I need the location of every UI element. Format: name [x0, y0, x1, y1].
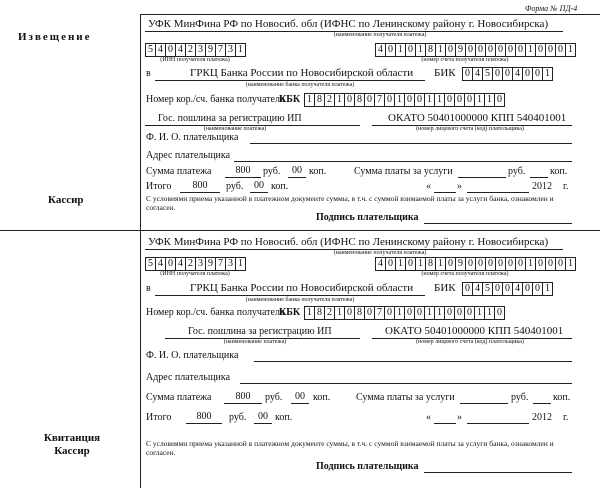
okato-caption: (номер лицевого счета (код) плательщика) [416, 339, 524, 345]
service-kop-label: коп. [553, 392, 571, 403]
payer-address-label: Адрес плательщика [146, 150, 231, 161]
date-day-field[interactable] [434, 423, 456, 424]
kbk-digit: 0 [344, 94, 354, 106]
kbk-digit: 1 [484, 307, 494, 319]
bik-boxes [462, 282, 553, 296]
kbk-digit: 1 [307, 94, 312, 105]
date-quote-open: « [426, 181, 431, 192]
account-digit: 1 [415, 258, 425, 270]
account-digit: 1 [525, 44, 535, 56]
account-digit: 0 [475, 44, 485, 56]
kbk-digit: 1 [334, 94, 344, 106]
bik-label: БИК [434, 67, 456, 79]
total-kop-line [254, 423, 272, 424]
total-kop-label: коп. [275, 412, 293, 423]
total-kop: 00 [254, 180, 264, 191]
bik-boxes [462, 67, 553, 81]
inn-digit: 1 [235, 44, 245, 56]
inn-boxes [145, 257, 246, 271]
bik-label: БИК [434, 282, 456, 294]
agreement-text: С условиями приема указанной в платежном документе суммы, в т.ч. с суммой взимаемой платы за услуги банка, ознакомлен и согласен. [146, 439, 554, 457]
service-kop-field[interactable] [533, 403, 551, 404]
payer-address-label: Адрес плательщика [146, 372, 231, 383]
bik-digit: 0 [502, 68, 512, 80]
account-boxes [375, 257, 576, 271]
bik-digit: 0 [465, 68, 470, 79]
total-kop-label: коп. [271, 181, 289, 192]
kbk-digit: 0 [454, 307, 464, 319]
inn-digit: 7 [215, 258, 225, 270]
date-year-suffix: г. [563, 412, 569, 423]
sum-kop: 00 [292, 165, 302, 176]
payment-name: Гос. пошлина за регистрацию ИП [158, 113, 302, 124]
kbk-digit: 0 [384, 94, 394, 106]
account-digit: 0 [405, 44, 415, 56]
account-digit: 1 [565, 44, 575, 56]
kbk-digit: 8 [314, 94, 324, 106]
recipient-caption: (наименование получателя платежа) [333, 250, 427, 256]
inn-digit: 2 [185, 44, 195, 56]
bank-prefix: в [146, 283, 151, 294]
date-quote-close: » [457, 412, 462, 423]
total-rub-line [180, 192, 220, 193]
sum-rub-line [225, 177, 261, 178]
account-digit: 0 [475, 258, 485, 270]
total-label: Итого [146, 412, 172, 423]
kbk-digit: 1 [424, 94, 434, 106]
service-kop-label: коп. [550, 166, 568, 177]
kop-label: коп. [309, 166, 327, 177]
top-border [140, 14, 600, 15]
bik-digit: 0 [492, 283, 502, 295]
account-digit: 0 [485, 44, 495, 56]
bank-name: ГРКЦ Банка России по Новосибирской области [190, 282, 414, 294]
account-digit: 0 [545, 258, 555, 270]
sum-rub-line [224, 403, 262, 404]
account-digit: 0 [515, 44, 525, 56]
account-digit: 0 [385, 258, 395, 270]
bik-digit: 0 [492, 68, 502, 80]
kbk-boxes [304, 306, 505, 320]
kbk-digit: 8 [354, 307, 364, 319]
notice-label: Извещение [18, 31, 92, 43]
inn-digit: 7 [215, 44, 225, 56]
date-month-field[interactable] [467, 423, 529, 424]
okato-kpp: ОКАТО 50401000000 КПП 540401001 [388, 112, 567, 124]
kbk-digit: 1 [394, 94, 404, 106]
inn-digit: 5 [148, 258, 153, 269]
account-digit: 1 [435, 44, 445, 56]
total-rub-label: руб. [226, 181, 244, 192]
payer-address-field[interactable] [240, 383, 572, 384]
kbk-digit: 0 [404, 94, 414, 106]
service-rub-field[interactable] [460, 403, 508, 404]
bik-digit: 0 [522, 68, 532, 80]
signature-field[interactable] [424, 472, 572, 473]
payer-address-field[interactable] [234, 161, 572, 162]
account-digit: 1 [435, 258, 445, 270]
kbk-digit: 1 [394, 307, 404, 319]
kbk-digit: 2 [324, 307, 334, 319]
cashier-label: Кассир [48, 194, 84, 206]
service-label: Сумма платы за услуги [356, 392, 455, 403]
kop-label: коп. [313, 392, 331, 403]
bik-digit: 4 [512, 68, 522, 80]
rub-label: руб. [263, 166, 281, 177]
account-digit: 1 [525, 258, 535, 270]
signature-field[interactable] [424, 223, 572, 224]
service-rub-field[interactable] [458, 177, 506, 178]
inn-caption: (ИНН получателя платежа) [160, 271, 230, 277]
account-digit: 0 [495, 44, 505, 56]
payer-name-label: Ф. И. О. плательщика [146, 132, 239, 143]
account-digit: 1 [395, 44, 405, 56]
total-rub-line [186, 423, 222, 424]
kbk-digit: 1 [334, 307, 344, 319]
kbk-label: КБК [279, 94, 301, 105]
column-divider [140, 14, 141, 488]
kbk-label: КБК [279, 307, 301, 318]
bik-digit: 0 [502, 283, 512, 295]
inn-digit: 1 [235, 258, 245, 270]
kbk-digit: 0 [464, 307, 474, 319]
payer-name-field[interactable] [254, 361, 572, 362]
total-kop: 00 [258, 411, 268, 422]
payment-caption: (наименование платежа) [203, 126, 267, 132]
kbk-boxes [304, 93, 505, 107]
bik-digit: 4 [472, 68, 482, 80]
kbk-digit: 0 [344, 307, 354, 319]
account-digit: 9 [455, 44, 465, 56]
kbk-digit: 1 [474, 94, 484, 106]
sum-label: Сумма платежа [146, 166, 212, 177]
kbk-digit: 0 [364, 307, 374, 319]
date-day-field[interactable] [434, 192, 456, 193]
kbk-digit: 7 [374, 307, 384, 319]
rub-label: руб. [265, 392, 283, 403]
date-quote-close: » [457, 181, 462, 192]
account-digit: 0 [535, 258, 545, 270]
inn-digit: 3 [195, 44, 205, 56]
kbk-digit: 0 [414, 307, 424, 319]
date-year: 2012 [532, 181, 552, 192]
bik-digit: 5 [482, 283, 492, 295]
inn-digit: 9 [205, 44, 215, 56]
kbk-digit: 0 [414, 94, 424, 106]
kbk-digit: 1 [424, 307, 434, 319]
bank-line [155, 80, 425, 81]
kbk-digit: 8 [314, 307, 324, 319]
account-digit: 0 [445, 258, 455, 270]
inn-digit: 4 [175, 258, 185, 270]
service-rub-label: руб. [511, 392, 529, 403]
kbk-digit: 7 [374, 94, 384, 106]
account-digit: 1 [565, 258, 575, 270]
account-digit: 0 [445, 44, 455, 56]
recipient-name: УФК МинФина РФ по Новосиб. обл (ИФНС по Ленинскому району г. Новосибирска) [148, 236, 549, 248]
total-rub-label: руб. [229, 412, 247, 423]
payer-name-field[interactable] [250, 143, 572, 144]
bik-digit: 4 [472, 283, 482, 295]
bik-digit: 4 [512, 283, 522, 295]
kbk-digit: 0 [404, 307, 414, 319]
corr-label: Номер кор./сч. банка получателя [146, 94, 285, 105]
account-digit: 0 [535, 44, 545, 56]
form-code: Форма № ПД-4 [525, 4, 578, 13]
bank-prefix: в [146, 68, 151, 79]
inn-digit: 4 [175, 44, 185, 56]
section-divider [0, 230, 600, 231]
account-digit: 8 [425, 44, 435, 56]
sum-label: Сумма платежа [146, 392, 212, 403]
bik-digit: 0 [532, 68, 542, 80]
payment-name: Гос. пошлина за регистрацию ИП [188, 326, 332, 337]
account-digit: 1 [415, 44, 425, 56]
inn-digit: 4 [155, 258, 165, 270]
inn-digit: 5 [148, 44, 153, 55]
kbk-digit: 1 [474, 307, 484, 319]
date-year-suffix: г. [563, 181, 569, 192]
signature-label: Подпись плательщика [316, 212, 419, 223]
bik-digit: 1 [542, 68, 552, 80]
account-digit: 0 [515, 258, 525, 270]
date-month-field[interactable] [467, 192, 529, 193]
account-digit: 0 [465, 44, 475, 56]
payment-caption: (наименование платежа) [223, 339, 287, 345]
account-digit: 4 [378, 44, 383, 55]
total-kop-line [250, 192, 268, 193]
account-digit: 0 [545, 44, 555, 56]
inn-digit: 3 [195, 258, 205, 270]
total-rub: 800 [196, 411, 212, 422]
inn-digit: 9 [205, 258, 215, 270]
inn-caption: (ИНН получателя платежа) [160, 57, 230, 63]
account-digit: 8 [425, 258, 435, 270]
sum-rub: 800 [235, 391, 251, 402]
payer-name-label: Ф. И. О. плательщика [146, 350, 239, 361]
inn-digit: 0 [165, 44, 175, 56]
service-kop-field[interactable] [530, 177, 548, 178]
sum-kop-line [291, 403, 309, 404]
signature-label: Подпись плательщика [316, 461, 419, 472]
agreement-text: С условиями приема указанной в платежном документе суммы, в т.ч. с суммой взимаемой платы за услуги банка, ознакомлен и согласен. [146, 194, 554, 212]
bik-digit: 0 [532, 283, 542, 295]
sum-kop-line [288, 177, 306, 178]
bik-digit: 0 [522, 283, 532, 295]
kbk-digit: 0 [444, 94, 454, 106]
account-caption: (номер счета получателя платежа) [421, 57, 509, 63]
account-digit: 0 [505, 44, 515, 56]
kbk-digit: 1 [484, 94, 494, 106]
date-year: 2012 [532, 412, 552, 423]
account-digit: 0 [555, 44, 565, 56]
kbk-digit: 0 [384, 307, 394, 319]
corr-label: Номер кор./сч. банка получателя [146, 307, 285, 318]
account-digit: 0 [505, 258, 515, 270]
account-digit: 0 [405, 258, 415, 270]
sum-kop: 00 [295, 391, 305, 402]
kbk-digit: 0 [364, 94, 374, 106]
kbk-digit: 1 [434, 94, 444, 106]
date-quote-open: « [426, 412, 431, 423]
bank-caption: (наименование банка получателя платежа) [245, 297, 355, 303]
okato-caption: (номер лицевого счета (код) плательщика) [416, 126, 524, 132]
kbk-digit: 2 [324, 94, 334, 106]
account-digit: 1 [395, 258, 405, 270]
kbk-digit: 0 [494, 307, 504, 319]
receipt-label: Квитанция [43, 432, 101, 444]
bank-line [155, 295, 425, 296]
account-digit: 0 [555, 258, 565, 270]
inn-digit: 4 [155, 44, 165, 56]
account-digit: 0 [465, 258, 475, 270]
bank-name: ГРКЦ Банка России по Новосибирской области [190, 67, 414, 79]
sum-rub: 800 [235, 165, 251, 176]
kbk-digit: 0 [464, 94, 474, 106]
total-rub: 800 [192, 180, 208, 191]
account-digit: 0 [485, 258, 495, 270]
kbk-digit: 0 [454, 94, 464, 106]
bik-digit: 0 [465, 283, 470, 294]
inn-boxes [145, 43, 246, 57]
receipt-cashier-label: Кассир [54, 445, 90, 457]
bank-caption: (наименование банка получателя платежа) [245, 82, 355, 88]
kbk-digit: 0 [444, 307, 454, 319]
inn-digit: 3 [225, 258, 235, 270]
recipient-name: УФК МинФина РФ по Новосиб. обл (ИФНС по Ленинскому району г. Новосибирска) [148, 18, 549, 30]
account-digit: 0 [385, 44, 395, 56]
account-caption: (номер счета получателя платежа) [421, 271, 509, 277]
okato-kpp: ОКАТО 50401000000 КПП 540401001 [385, 325, 564, 337]
inn-digit: 0 [165, 258, 175, 270]
service-label: Сумма платы за услуги [354, 166, 453, 177]
account-boxes [375, 43, 576, 57]
inn-digit: 3 [225, 44, 235, 56]
bik-digit: 1 [542, 283, 552, 295]
account-digit: 9 [455, 258, 465, 270]
inn-digit: 2 [185, 258, 195, 270]
bik-digit: 5 [482, 68, 492, 80]
kbk-digit: 8 [354, 94, 364, 106]
service-rub-label: руб. [508, 166, 526, 177]
account-digit: 4 [378, 258, 383, 269]
kbk-digit: 1 [434, 307, 444, 319]
recipient-caption: (наименование получателя платежа) [333, 32, 427, 38]
kbk-digit: 1 [307, 307, 312, 318]
kbk-digit: 0 [494, 94, 504, 106]
total-label: Итого [146, 181, 172, 192]
account-digit: 0 [495, 258, 505, 270]
